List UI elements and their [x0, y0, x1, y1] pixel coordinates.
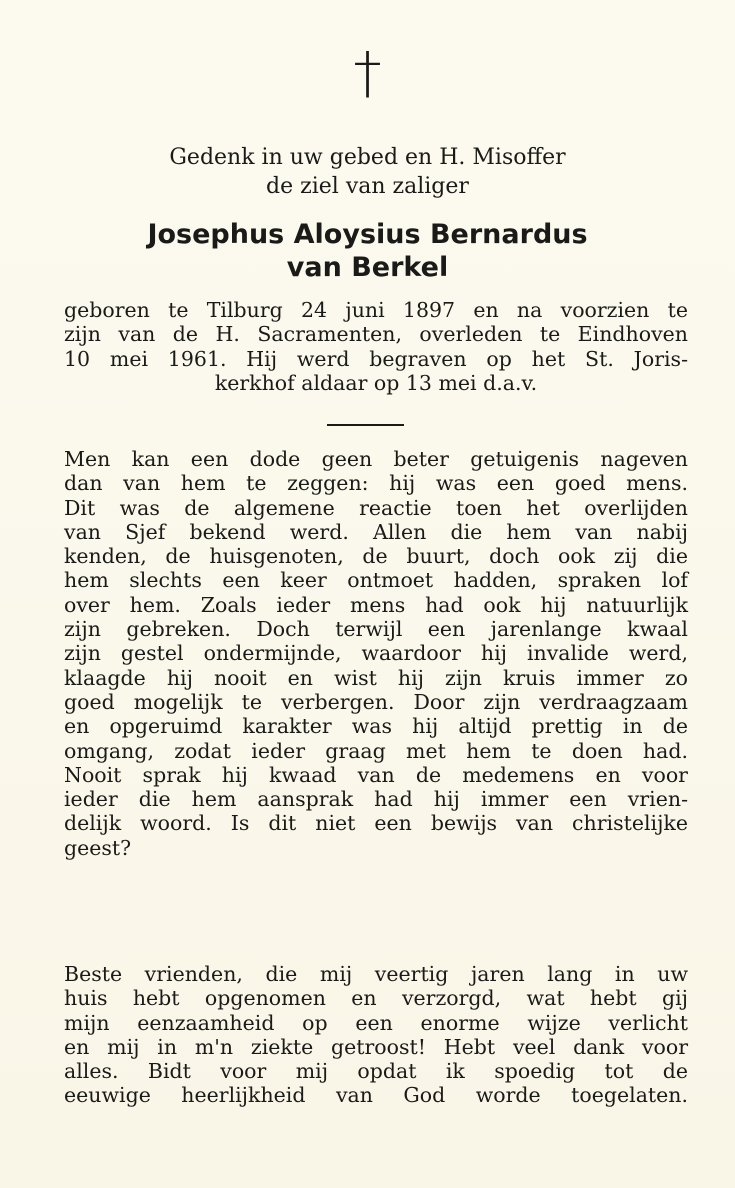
farewell-paragraph [64, 962, 688, 1108]
tribute-line: goed mogelijk te verbergen. Door zijn verdraagzaam [64, 689, 688, 714]
deceased-name-line-2: van Berkel [286, 252, 449, 283]
farewell-line: Beste vrienden, die mij veertig jaren lang in uw [64, 962, 688, 986]
cross-icon: † [353, 41, 382, 106]
biography-line: geboren te Tilburg 24 juni 1897 en na voorzien te [64, 298, 688, 322]
tribute-line: kenden, de huisgenoten, de buurt, doch ook zij die [64, 544, 688, 569]
tribute-line: geest? [64, 835, 132, 860]
tribute-paragraph [64, 447, 688, 860]
tribute-line: omgang, zodat ieder graag met hem te doen had. [64, 738, 688, 763]
tribute-line: klaagde hij nooit en wist hij zijn kruis immer zo [64, 665, 688, 690]
biography [64, 298, 688, 395]
tribute-line: Nooit sprak hij kwaad van de medemens en voor [64, 762, 688, 787]
deceased-name-line-1: Josephus Aloysius Bernardus [147, 219, 588, 250]
farewell-line: alles. Bidt voor mij opdat ik spoedig tot de [64, 1059, 688, 1084]
biography-line: kerkhof aldaar op 13 mei d.a.v. [214, 370, 538, 395]
intro-line-2: de ziel van zaliger [266, 174, 469, 199]
intro-line-1: Gedenk in uw gebed en H. Misoffer [169, 145, 566, 170]
tribute-line: zijn gestel ondermijnde, waardoor hij invalide werd, [64, 641, 688, 666]
tribute-line: en opgeruimd karakter was hij altijd prettig in de [64, 714, 688, 739]
tribute-line: over hem. Zoals ieder mens had ook hij natuurlijk [64, 592, 688, 617]
biography-line: zijn van de H. Sacramenten, overleden te Eindhoven [64, 322, 688, 347]
tribute-line: dan van hem te zeggen: hij was een goed mens. [64, 471, 688, 496]
tribute-line: delijk woord. Is dit niet een bewijs van christelijke [64, 811, 688, 836]
tribute-line: ieder die hem aansprak had hij immer een vrien- [64, 787, 688, 812]
tribute-line: van Sjef bekend werd. Allen die hem van nabij [64, 519, 688, 544]
farewell-line: mijn eenzaamheid op een enorme wijze verlicht [64, 1010, 688, 1035]
divider [327, 424, 404, 426]
tribute-line: Men kan een dode geen beter getuigenis nageven [64, 447, 688, 471]
tribute-line: Dit was de algemene reactie toen het overlijden [64, 495, 688, 520]
farewell-line: eeuwige heerlijkheid van God worde toegelaten. [64, 1083, 688, 1108]
farewell-line: en mij in m'n ziekte getroost! Hebt veel dank voor [64, 1034, 688, 1059]
biography-line: 10 mei 1961. Hij werd begraven op het St. Joris- [64, 346, 688, 371]
farewell-line: huis hebt opgenomen en verzorgd, wat hebt gij [64, 986, 688, 1011]
tribute-line: zijn gebreken. Doch terwijl een jarenlange kwaal [64, 617, 688, 642]
tribute-line: hem slechts een keer ontmoet hadden, spraken lof [64, 568, 688, 593]
